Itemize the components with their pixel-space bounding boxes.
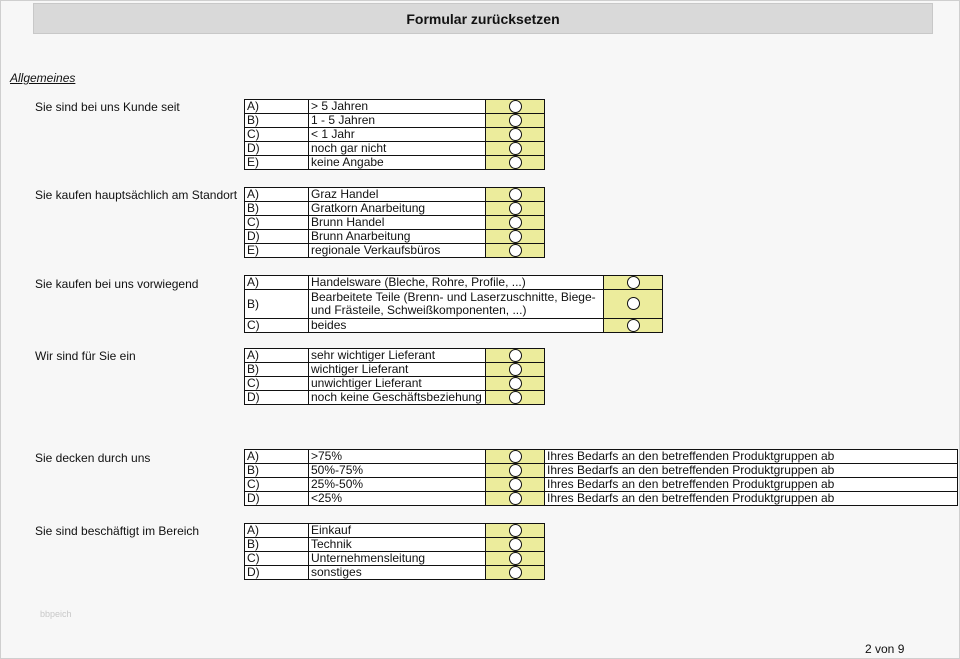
option-text: < 1 Jahr [309, 128, 486, 142]
radio-button[interactable] [509, 230, 522, 243]
radio-button[interactable] [509, 202, 522, 215]
option-text: Technik [309, 538, 486, 552]
radio-button[interactable] [509, 478, 522, 491]
option-key: B) [245, 114, 309, 128]
option-key: D) [245, 492, 309, 506]
option-row [245, 114, 545, 128]
option-text: Bearbeitete Teile (Brenn- und Laserzuschnitte, Biege- und Frästeile, Schweißkomponenten, ...) [309, 290, 604, 319]
option-key: D) [245, 230, 309, 244]
radio-button[interactable] [509, 142, 522, 155]
option-row [245, 188, 545, 202]
option-row [245, 128, 545, 142]
radio-button[interactable] [509, 156, 522, 169]
option-text: 1 - 5 Jahren [309, 114, 486, 128]
radio-cell [486, 524, 545, 538]
radio-cell [486, 114, 545, 128]
radio-button[interactable] [509, 391, 522, 404]
option-row [245, 391, 545, 405]
radio-button[interactable] [509, 492, 522, 505]
option-text: Brunn Handel [309, 216, 486, 230]
option-text: >75% [309, 450, 486, 464]
question-label: Wir sind für Sie ein [35, 349, 136, 363]
radio-cell [604, 276, 663, 290]
option-row [245, 524, 545, 538]
option-text: Handelsware (Bleche, Rohre, Profile, ...) [309, 276, 604, 290]
option-text: 25%-50% [309, 478, 486, 492]
radio-button[interactable] [509, 538, 522, 551]
radio-cell [486, 363, 545, 377]
option-row [245, 552, 545, 566]
option-row [245, 478, 958, 492]
section-title: Allgemeines [10, 71, 76, 85]
radio-cell [486, 128, 545, 142]
radio-button[interactable] [509, 114, 522, 127]
options-table [244, 449, 958, 506]
option-key: A) [245, 276, 309, 290]
radio-cell [486, 566, 545, 580]
radio-cell [486, 377, 545, 391]
radio-button[interactable] [509, 100, 522, 113]
radio-cell [486, 538, 545, 552]
option-text: beides [309, 319, 604, 333]
radio-cell [486, 450, 545, 464]
option-text: Einkauf [309, 524, 486, 538]
radio-button[interactable] [509, 128, 522, 141]
options-table [244, 187, 545, 258]
question-label: Sie sind beschäftigt im Bereich [35, 524, 200, 538]
option-key: A) [245, 450, 309, 464]
option-key: C) [245, 377, 309, 391]
radio-cell [486, 391, 545, 405]
option-row [245, 156, 545, 170]
option-row [245, 100, 545, 114]
option-key: B) [245, 464, 309, 478]
option-key: C) [245, 216, 309, 230]
reset-form-label: Formular zurücksetzen [406, 10, 560, 27]
radio-button[interactable] [509, 450, 522, 463]
option-text: unwichtiger Lieferant [309, 377, 486, 391]
option-row [245, 464, 958, 478]
radio-cell [486, 156, 545, 170]
option-row [245, 377, 545, 391]
option-key: C) [245, 128, 309, 142]
radio-button[interactable] [627, 276, 640, 289]
options-table [244, 275, 663, 333]
options-table [244, 99, 545, 170]
radio-button[interactable] [509, 216, 522, 229]
radio-button[interactable] [509, 552, 522, 565]
option-key: C) [245, 478, 309, 492]
option-key: B) [245, 363, 309, 377]
option-row [245, 566, 545, 580]
radio-button[interactable] [627, 297, 640, 310]
radio-button[interactable] [509, 566, 522, 579]
option-row [245, 230, 545, 244]
question-label: Sie kaufen hauptsächlich am Standort [35, 188, 238, 202]
option-key: D) [245, 391, 309, 405]
radio-cell [486, 188, 545, 202]
options-table [244, 523, 545, 580]
radio-cell [486, 464, 545, 478]
options-table [244, 348, 545, 405]
option-key: B) [245, 538, 309, 552]
option-text: <25% [309, 492, 486, 506]
question-label: Sie decken durch uns [35, 451, 151, 465]
radio-cell [486, 216, 545, 230]
option-text: Graz Handel [309, 188, 486, 202]
radio-cell [486, 244, 545, 258]
option-note: Ihres Bedarfs an den betreffenden Produktgruppen ab [545, 450, 958, 464]
option-row [245, 142, 545, 156]
radio-cell [486, 478, 545, 492]
radio-cell [486, 552, 545, 566]
option-text: Gratkorn Anarbeitung [309, 202, 486, 216]
option-row [245, 290, 663, 319]
option-note: Ihres Bedarfs an den betreffenden Produktgruppen ab [545, 492, 958, 506]
question-label: Sie kaufen bei uns vorwiegend [35, 277, 199, 291]
radio-button[interactable] [509, 524, 522, 537]
option-text: sehr wichtiger Lieferant [309, 349, 486, 363]
radio-cell [486, 142, 545, 156]
radio-button[interactable] [509, 349, 522, 362]
radio-cell [486, 349, 545, 363]
option-key: B) [245, 290, 309, 319]
option-row [245, 202, 545, 216]
option-row [245, 244, 545, 258]
option-row [245, 319, 663, 333]
option-text: noch gar nicht [309, 142, 486, 156]
radio-cell [486, 230, 545, 244]
option-text: keine Angabe [309, 156, 486, 170]
option-text: Unternehmensleitung [309, 552, 486, 566]
option-key: E) [245, 244, 309, 258]
option-key: D) [245, 566, 309, 580]
option-row [245, 492, 958, 506]
radio-button[interactable] [509, 244, 522, 257]
option-text: regionale Verkaufsbüros [309, 244, 486, 258]
option-key: D) [245, 142, 309, 156]
radio-button[interactable] [509, 188, 522, 201]
option-row [245, 276, 663, 290]
question-label: Sie sind bei uns Kunde seit [35, 100, 180, 114]
option-key: A) [245, 100, 309, 114]
option-text: noch keine Geschäftsbeziehung [309, 391, 486, 405]
option-key: E) [245, 156, 309, 170]
radio-button[interactable] [509, 363, 522, 376]
option-text: wichtiger Lieferant [309, 363, 486, 377]
option-key: A) [245, 349, 309, 363]
radio-button[interactable] [509, 464, 522, 477]
option-note: Ihres Bedarfs an den betreffenden Produktgruppen ab [545, 478, 958, 492]
option-row [245, 450, 958, 464]
radio-button[interactable] [627, 319, 640, 332]
option-key: A) [245, 188, 309, 202]
option-row [245, 363, 545, 377]
radio-cell [486, 100, 545, 114]
reset-form-button[interactable] [33, 3, 933, 34]
option-key: A) [245, 524, 309, 538]
radio-cell [604, 319, 663, 333]
watermark: bbpeich [40, 609, 72, 619]
option-text: > 5 Jahren [309, 100, 486, 114]
radio-cell [486, 202, 545, 216]
radio-button[interactable] [509, 377, 522, 390]
radio-cell [604, 290, 663, 319]
page-number: 2 von 9 [865, 642, 905, 656]
option-note: Ihres Bedarfs an den betreffenden Produktgruppen ab [545, 464, 958, 478]
option-row [245, 538, 545, 552]
option-row [245, 216, 545, 230]
option-key: C) [245, 319, 309, 333]
radio-cell [486, 492, 545, 506]
option-text: 50%-75% [309, 464, 486, 478]
option-text: Brunn Anarbeitung [309, 230, 486, 244]
option-key: B) [245, 202, 309, 216]
option-key: C) [245, 552, 309, 566]
option-text: sonstiges [309, 566, 486, 580]
option-row [245, 349, 545, 363]
